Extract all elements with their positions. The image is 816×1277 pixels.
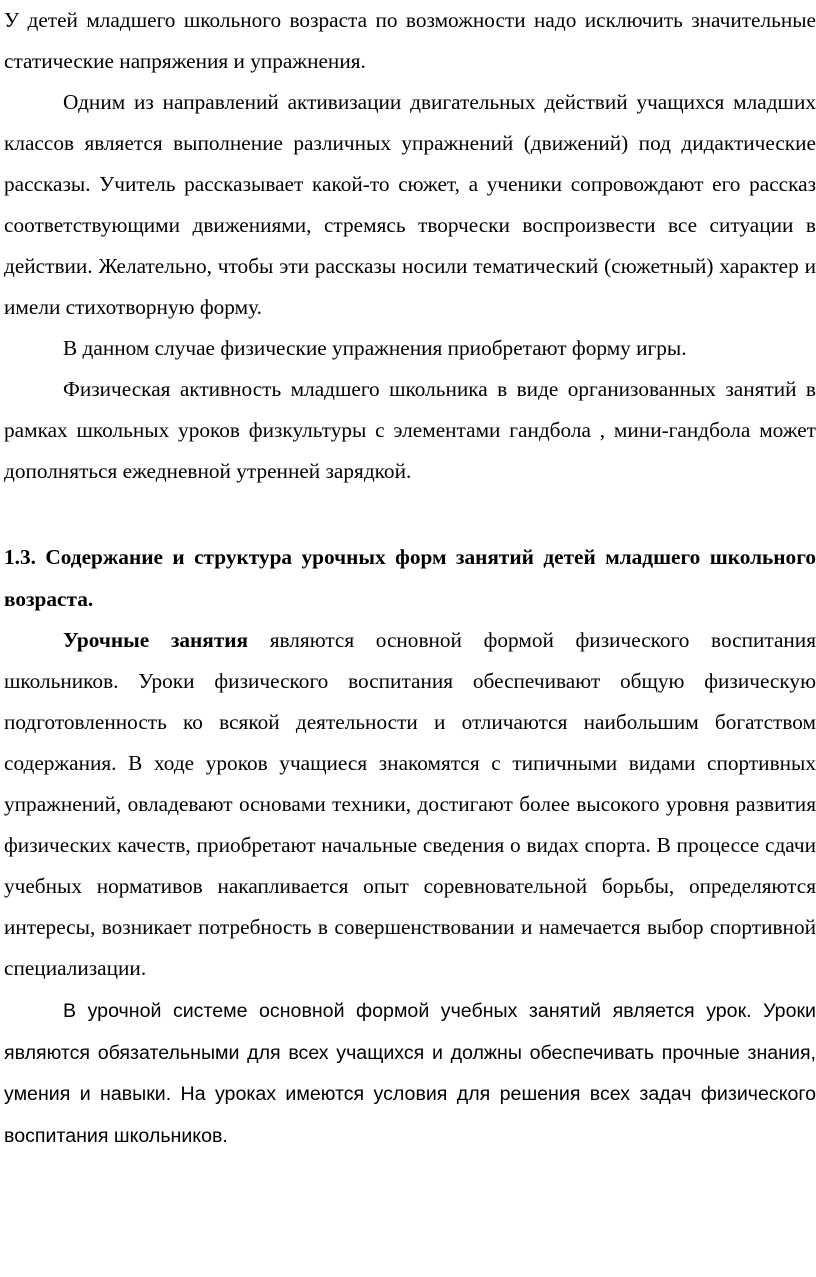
paragraph-lesson-system: В урочной системе основной формой учебных занятий является урок. Уроки являются обязательными для всех учащихся и должны обеспечивать прочные знания, умения и навыки. На уроках имеются условия для решения всех задач физического воспитания школьников. [4, 1000, 816, 1147]
bold-lead-text: Урочные занятия [63, 628, 249, 652]
paragraph-lesson-forms [4, 620, 816, 989]
section-heading: 1.3. Содержание и структура урочных форм занятий детей младшего школьного возраста. [4, 545, 816, 611]
paragraph-lesson-forms-text: являются основной формой физического воспитания школьников. Уроки физического воспитания обеспечивают общую физическую подготовленность ко всякой деятельности и отличаются наибольшим богатством содержания. В ходе уроков учащиеся знакомятся с типичными видами спортивных упражнений, овладевают основами техники, достигают более высокого уровня развития физических качеств, приобретают начальные сведения о видах спорта. В процессе сдачи учебных нормативов накапливается опыт соревновательной борьбы, определяются интересы, возникает потребность в совершенствовании и намечается выбор спортивной специализации. [4, 628, 816, 980]
paragraph-game-form: В данном случае физические упражнения приобретают форму игры. [63, 336, 687, 360]
paragraph-physical-activity: Физическая активность младшего школьника в виде организованных занятий в рамках школьных уроков физкультуры с элементами гандбола , мини-гандбола может дополняться ежедневной утренней зарядкой. [4, 377, 816, 483]
paragraph-didactic-stories: Одним из направлений активизации двигательных действий учащихся младших классов является выполнение различных упражнений (движений) под дидактические рассказы. Учитель рассказывает какой-то сюжет, а ученики сопровождают его рассказ соответствующими движениями, стремясь творчески воспроизвести все ситуации в действии. Желательно, чтобы эти рассказы носили тематический (сюжетный) характер и имели стихотворную форму. [4, 90, 816, 319]
paragraph-static-loads: У детей младшего школьного возраста по возможности надо исключить значительные статические напряжения и упражнения. [4, 8, 816, 73]
